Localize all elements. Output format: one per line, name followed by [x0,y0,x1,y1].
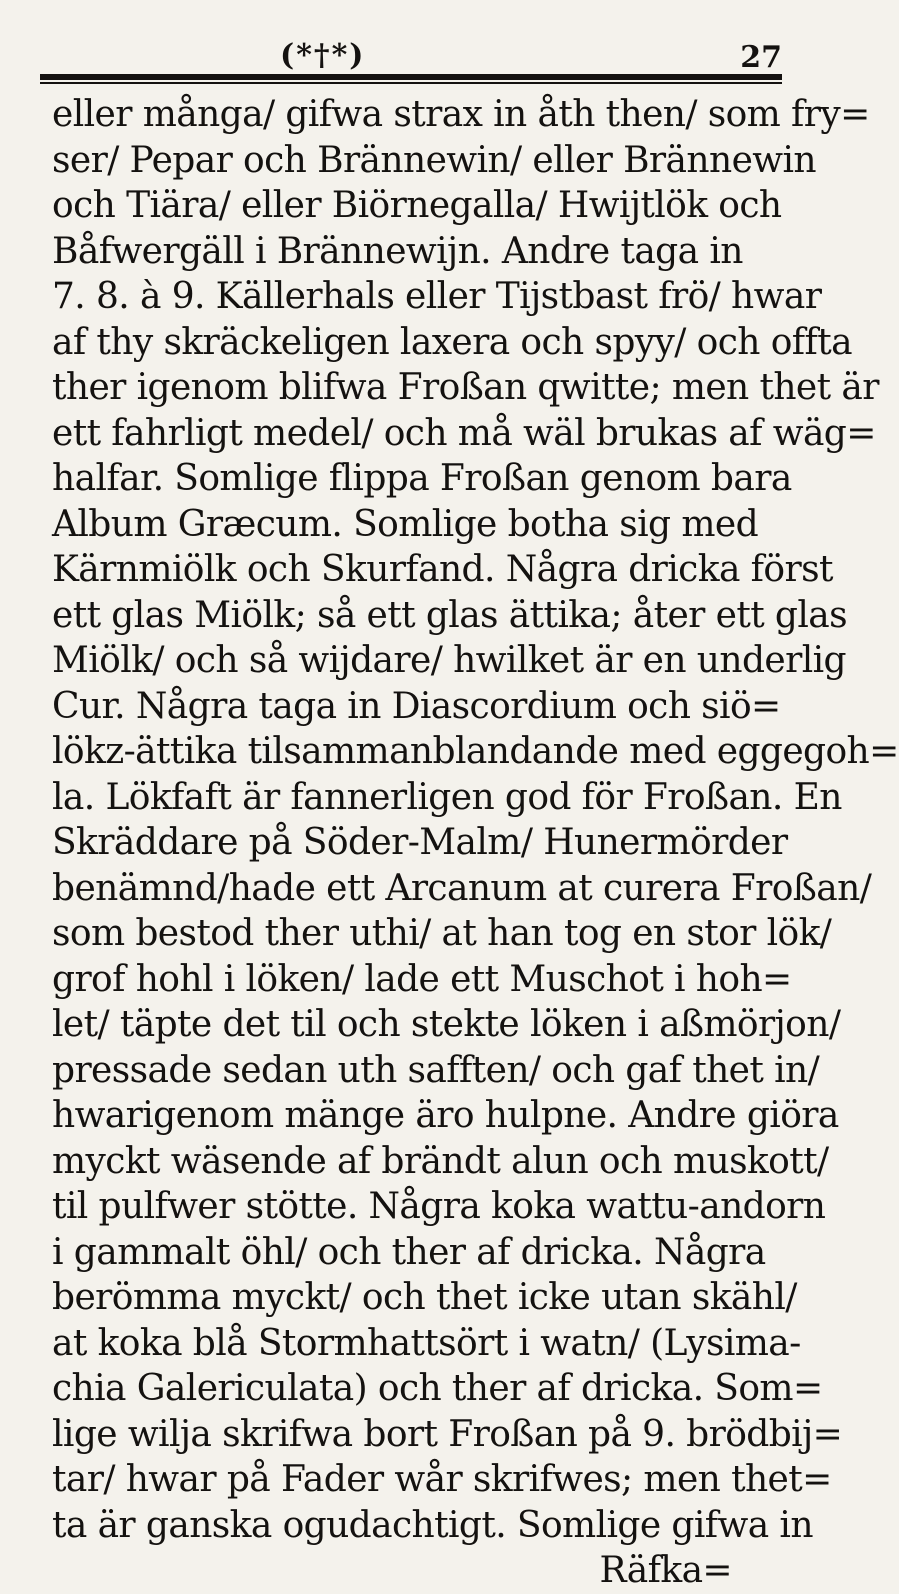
text-line: som bestod ther uthi/ at han tog en stor lök/ [52,913,832,954]
text-line: Miölk/ och så wijdare/ hwilket är en underlig [52,640,846,681]
page-header [40,32,782,75]
text-line: til pulfwer stötte. Några koka wattu-andorn [52,1186,826,1227]
text-line: ser/ Pepar och Brännewin/ eller Brännewin [52,139,816,181]
text-line: Skräddare på Söder-Malm/ Hunermörder [52,822,788,863]
page-number: 27 [740,40,782,75]
text-line: eller många/ gifwa straх in åth then/ som fry= [52,94,870,135]
text-line: berömma myckt/ och thet icke utan skähl/ [52,1277,797,1318]
text-line: Kärnmiölk och Skurfand. Några dricka först [52,549,833,590]
text-line: lige wilja skrifwa bort Froßan på 9. brödbij= [52,1413,843,1455]
text-line: Cur. Några taga in Diascordium och siö= [52,685,781,727]
text-line: pressade sedan uth safften/ och gaf thet in/ [52,1049,820,1091]
text-line: i gammalt öhl/ och ther af dricka. Några [52,1231,766,1273]
text-line: tar/ hwar på Fader wår skrifwes; men thet= [52,1459,832,1500]
text-line: af thy skräckeligen laxera och spyy/ och offta [52,321,852,363]
running-head-ornament: (*†*) [280,38,366,73]
text-line: ett glas Miölk; så ett glas ättika; åter ett glas [52,594,847,636]
header-rule [40,74,782,84]
text-line: lökz-ättika tilsammanblandande med eggegoh= [52,731,899,772]
text-line: myckt wäsende af brändt alun och muskott/ [52,1140,829,1182]
text-line: let/ täpte det til och stekte löken i aßmörjon/ [52,1004,841,1045]
text-line: chia Galericulata) och ther af dricka. Som= [52,1368,823,1409]
text-line: halfar. Somlige flippa Froßan genom bara [52,458,792,499]
text-line: la. Lökfaft är fannerligen god för Froßan. En [52,776,842,818]
text-line: hwarigenom mänge äro hulpne. Andre giöra [52,1095,839,1136]
text-line: ta är ganska ogudachtigt. Somlige gifwa in [52,1504,813,1546]
text-line: ett fahrligt medel/ och må wäl brukas af wäg= [52,412,876,454]
text-line: och Tiära/ eller Biörnegalla/ Hwijtlök och [52,185,782,226]
text-line: 7. 8. à 9. Källerhals eller Tijstbast frö/ hwar [52,276,822,317]
text-line: grof hohl i löken/ lade ett Muschot i hoh= [52,958,792,1000]
text-line: Album Græcum. Somlige botha sig med [52,503,759,545]
text-line: at koka blå Stormhattsört i watn/ (Lysima- [52,1322,801,1364]
text-line: Båfwergäll i Brännewijn. Andre taga in [52,230,743,272]
catchword: Räfka= [599,1550,732,1591]
text-line: ther igenom blifwa Froßan qwitte; men thet är [52,367,879,408]
text-line: benämnd/hade ett Arcanum at curera Froßan/ [52,867,872,909]
body-text [52,92,899,1594]
